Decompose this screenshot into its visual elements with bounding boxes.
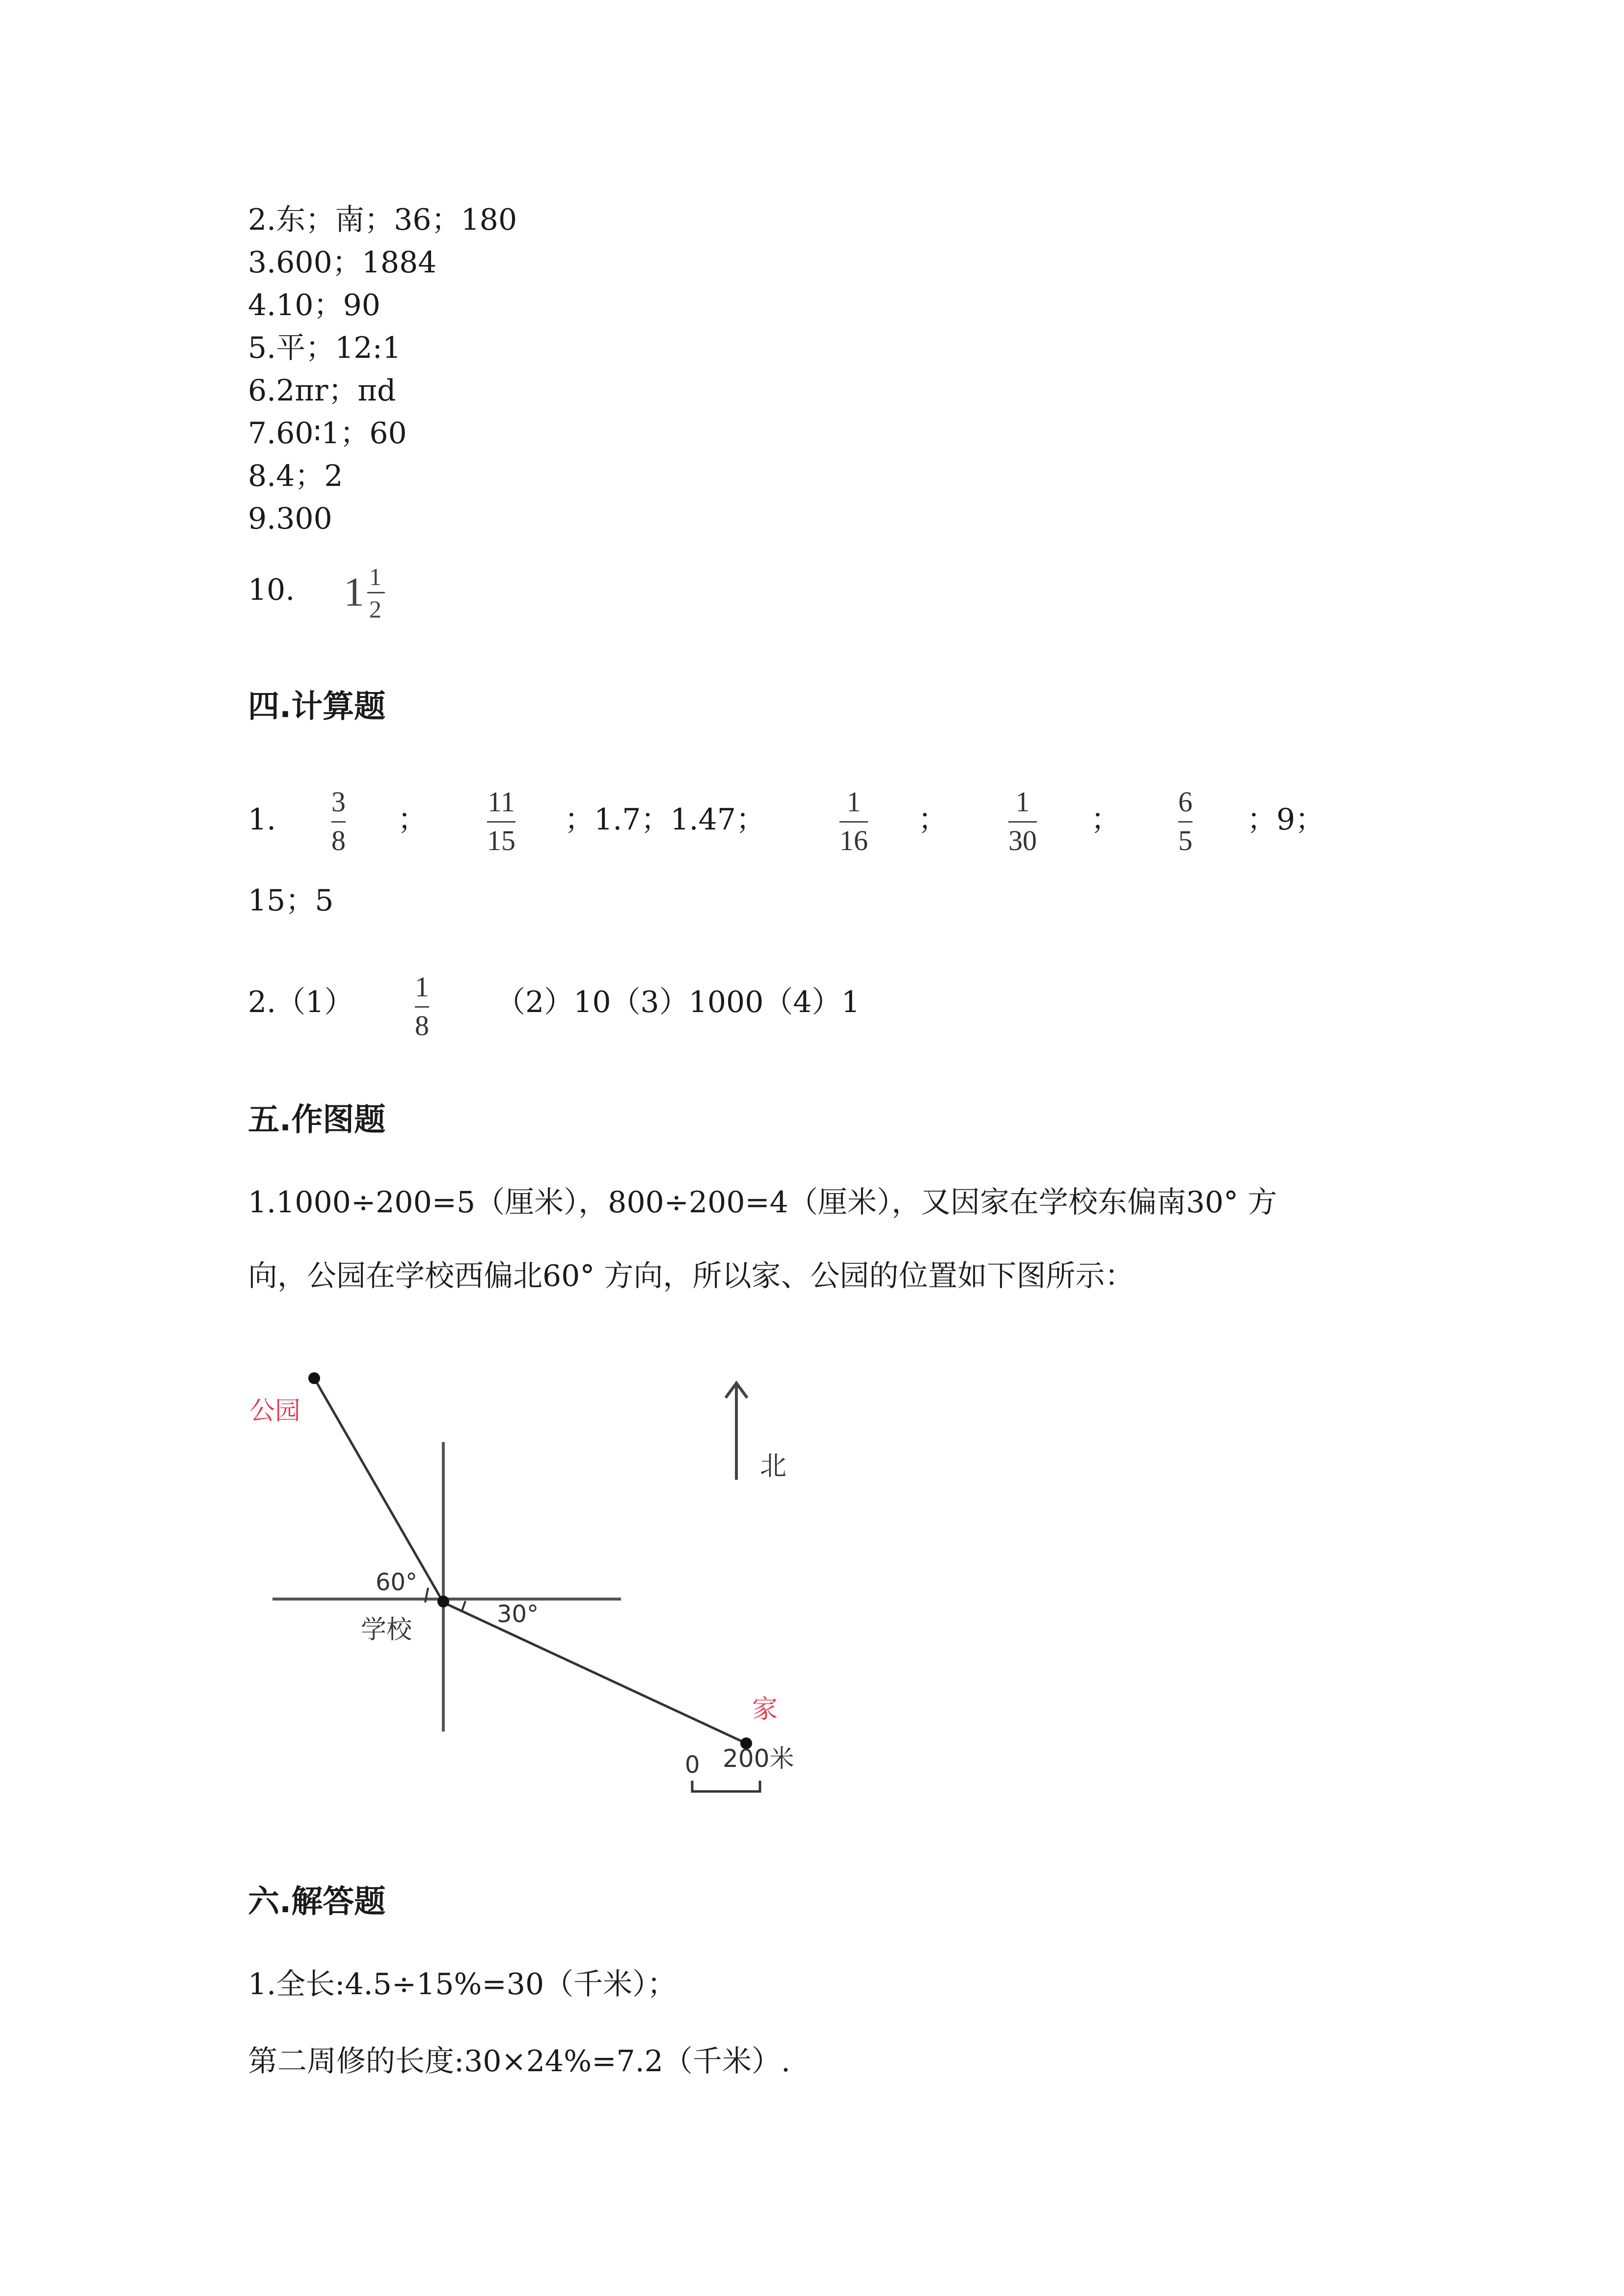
q1-label: 1. <box>248 802 276 837</box>
numerator: 6 <box>1178 786 1192 818</box>
answer-9: 9.300 <box>248 502 332 536</box>
answer-3: 3.600；1884 <box>248 245 437 280</box>
park-label: 公园 <box>249 1396 301 1426</box>
scale-value-label: 200米 <box>723 1744 794 1773</box>
numerator: 1 <box>415 971 429 1003</box>
q1-line2: 15；5 <box>248 883 334 918</box>
mixed-whole: 1 <box>344 569 364 615</box>
denominator: 8 <box>415 1010 429 1041</box>
separator: ； <box>918 802 947 837</box>
home-ray <box>443 1602 746 1743</box>
answer-10-label: 10. <box>248 573 295 607</box>
answer-7: 7.60∶1；60 <box>248 416 407 451</box>
school-point <box>437 1596 449 1607</box>
q1-middle-values: ；1.7；1.47； <box>565 802 766 837</box>
answer-5: 5.平；12:1 <box>248 331 401 365</box>
q2-rest: （2）10（3）1000（4）1 <box>496 985 860 1019</box>
answer-6: 6.2πr；πd <box>248 374 396 408</box>
section-5-line2: 向，公园在学校西偏北60° 方向，所以家、公园的位置如下图所示： <box>248 1259 1135 1293</box>
section-6-title: 六.解答题 <box>248 1884 386 1920</box>
separator: ； <box>1091 802 1120 837</box>
denominator: 8 <box>331 825 346 856</box>
park-point <box>308 1372 320 1384</box>
answer-4: 4.10；90 <box>248 288 380 322</box>
home-label: 家 <box>752 1695 778 1724</box>
section-4-title: 四.计算题 <box>248 689 386 725</box>
scale-bar <box>692 1781 760 1791</box>
section-6-line1: 1.全长:4.5÷15%=30（千米）； <box>248 1967 677 2002</box>
answer-2: 2.东；南；36；180 <box>248 203 517 237</box>
numerator: 3 <box>331 786 346 818</box>
section-6-line2: 第二周修的长度:30×24%=7.2（千米）. <box>248 2044 790 2079</box>
numerator: 11 <box>487 786 515 818</box>
denominator: 15 <box>487 825 515 856</box>
section-5-line1: 1.1000÷200=5（厘米），800÷200=4（厘米），又因家在学校东偏南30° 方 <box>248 1185 1277 1220</box>
mixed-numerator: 1 <box>369 563 381 590</box>
denominator: 16 <box>839 825 868 856</box>
mixed-denominator: 2 <box>369 595 381 623</box>
section-5-title: 五.作图题 <box>248 1102 386 1138</box>
scale-zero-label: 0 <box>685 1751 700 1779</box>
angle-60-label: 60° <box>376 1569 418 1596</box>
north-label: 北 <box>760 1450 786 1481</box>
q2-label: 2.（1） <box>248 985 354 1019</box>
angle-30-label: 30° <box>497 1601 539 1628</box>
separator: ； <box>398 802 427 837</box>
answer-8: 8.4；2 <box>248 459 343 493</box>
numerator: 1 <box>846 786 861 818</box>
denominator: 30 <box>1008 825 1037 856</box>
numerator: 1 <box>1015 786 1030 818</box>
q1-tail: ；9； <box>1247 802 1325 837</box>
school-label: 学校 <box>361 1615 412 1645</box>
denominator: 5 <box>1178 825 1192 856</box>
